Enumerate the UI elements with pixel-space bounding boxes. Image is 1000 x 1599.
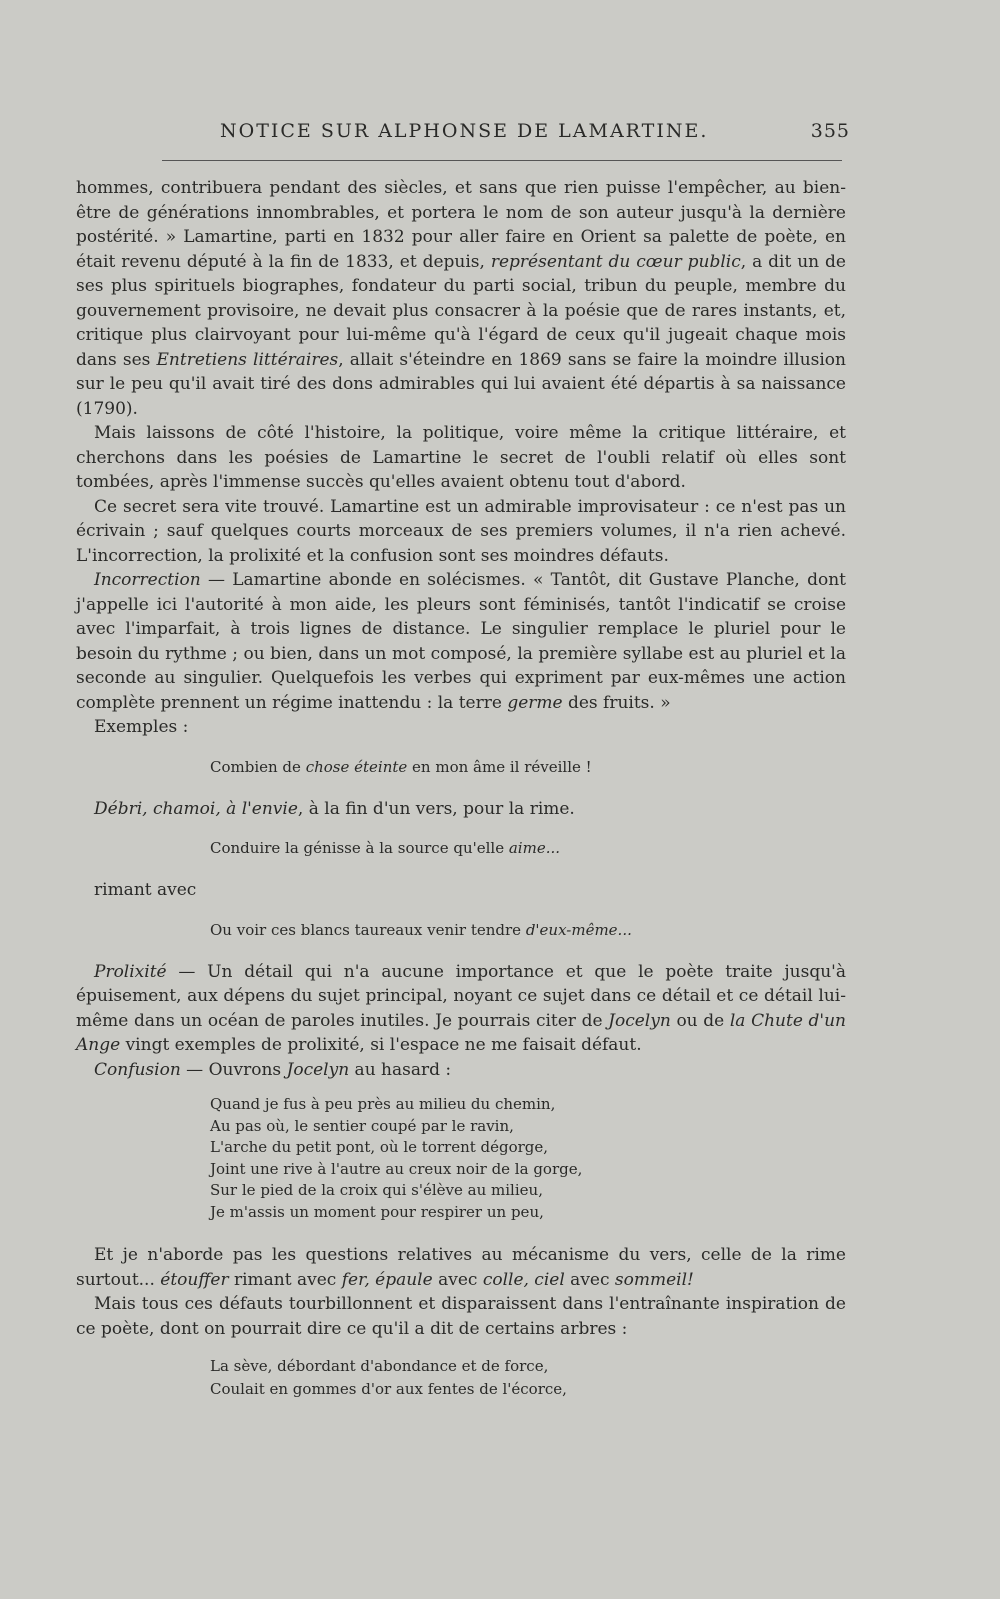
paragraph: Et je n'aborde pas les questions relatives au mécanisme du vers, celle de la rime surtout... étouffer rimant avec fer, épaule avec colle, ciel avec sommeil!	[76, 1245, 846, 1290]
paragraph: Ce secret sera vite trouvé. Lamartine est un admirable improvisateur : ce n'est pas un écrivain ; sauf quelques courts morceaux de ses premiers volumes, il n'a rien achevé. L'incorrection, la prolixité et la confusion sont ses moindres défauts.	[76, 496, 846, 566]
verse-line: Quand je fus à peu près au milieu du chemin,	[210, 1095, 556, 1113]
paragraph: Confusion — Ouvrons Jocelyn au hasard :	[94, 1059, 452, 1080]
paragraph: Mais tous ces défauts tourbillonnent et disparaissent dans l'entraînante inspiration de ce poète, dont on pourrait dire ce qu'il a dit de certains arbres :	[76, 1294, 846, 1339]
examples-label: Exemples :	[94, 717, 189, 737]
paragraph: Mais laissons de côté l'histoire, la politique, voire même la critique littéraire, et cherchons dans les poésies de Lamartine le secret de l'oubli relatif où elles sont tombées, après l'immense succès qu'elles avaient obtenu tout d'abord.	[76, 423, 846, 492]
verse-quote: Combien de chose éteinte en mon âme il réveille !	[210, 757, 592, 776]
verse-line: La sève, débordant d'abondance et de force,	[210, 1357, 549, 1375]
rimant-label: rimant avec	[94, 880, 197, 900]
verse-line: Coulait en gommes d'or aux fentes de l'écorce,	[210, 1380, 567, 1398]
paragraph: Incorrection — Lamartine abonde en solécismes. « Tantôt, dit Gustave Planche, dont j'appelle ici l'autorité à mon aide, les pleurs sont féminisés, tantôt l'indicatif se croise avec l'imparfait, à trois lignes de distance. Le singulier remplace le pluriel pour le besoin du rythme ; ou bien, dans un mot composé, la première syllabe est au pluriel et la seconde au singulier. Quelquefois les verbes qui expriment par eux-mêmes une action complète prennent un régime inattendu : la terre germe des fruits. »	[76, 570, 846, 713]
paragraph: Prolixité — Un détail qui n'a aucune importance et que le poète traite jusqu'à épuisement, aux dépens du sujet principal, noyant ce sujet dans ce détail et ce détail lui-même dans un océan de paroles inutiles. Je pourrais citer de Jocelyn ou de la Chute d'un Ange vingt exemples de prolixité, si l'espace ne me faisait défaut.	[76, 961, 846, 1055]
verse-block	[210, 1094, 846, 1223]
header-rule	[162, 160, 842, 161]
running-header	[220, 120, 850, 150]
verse-block	[210, 1355, 846, 1401]
verse-line: Joint une rive à l'autre au creux noir de la gorge,	[210, 1159, 583, 1178]
paragraph: Débri, chamoi, à l'envie, à la fin d'un vers, pour la rime.	[94, 798, 575, 819]
verse-quote: Conduire la génisse à la source qu'elle aime...	[210, 839, 561, 857]
verse-line: Au pas où, le sentier coupé par le ravin,	[210, 1116, 514, 1135]
body-text	[76, 176, 846, 1401]
verse-line: Je m'assis un moment pour respirer un peu,	[210, 1202, 544, 1221]
page-number: 355	[810, 120, 850, 142]
verse-line: L'arche du petit pont, où le torrent dégorge,	[210, 1138, 549, 1156]
running-title: NOTICE SUR ALPHONSE DE LAMARTINE.	[220, 120, 709, 142]
verse-quote: Ou voir ces blancs taureaux venir tendre d'eux-même...	[210, 920, 632, 939]
verse-line: Sur le pied de la croix qui s'élève au milieu,	[210, 1181, 543, 1199]
paragraph: hommes, contribuera pendant des siècles, et sans que rien puisse l'empêcher, au bien-être de générations innombrables, et portera le nom de son auteur jusqu'à la dernière postérité. » Lamartine, parti en 1832 pour aller faire en Orient sa palette de poète, en était revenu député à la fin de 1833, et depuis, représentant du cœur public, a dit un de ses plus spirituels biographes, fondateur du parti social, tribun du peuple, membre du gouvernement provisoire, ne devait plus consacrer à la poésie que de rares instants, et, critique plus clairvoyant pour lui-même qu'à l'égard de ceux qu'il jugeait chaque mois dans ses Entretiens littéraires, allait s'éteindre en 1869 sans se faire la moindre illusion sur le peu qu'il avait tiré des dons admirables qui lui avaient été départis à sa naissance (1790).	[76, 178, 846, 419]
